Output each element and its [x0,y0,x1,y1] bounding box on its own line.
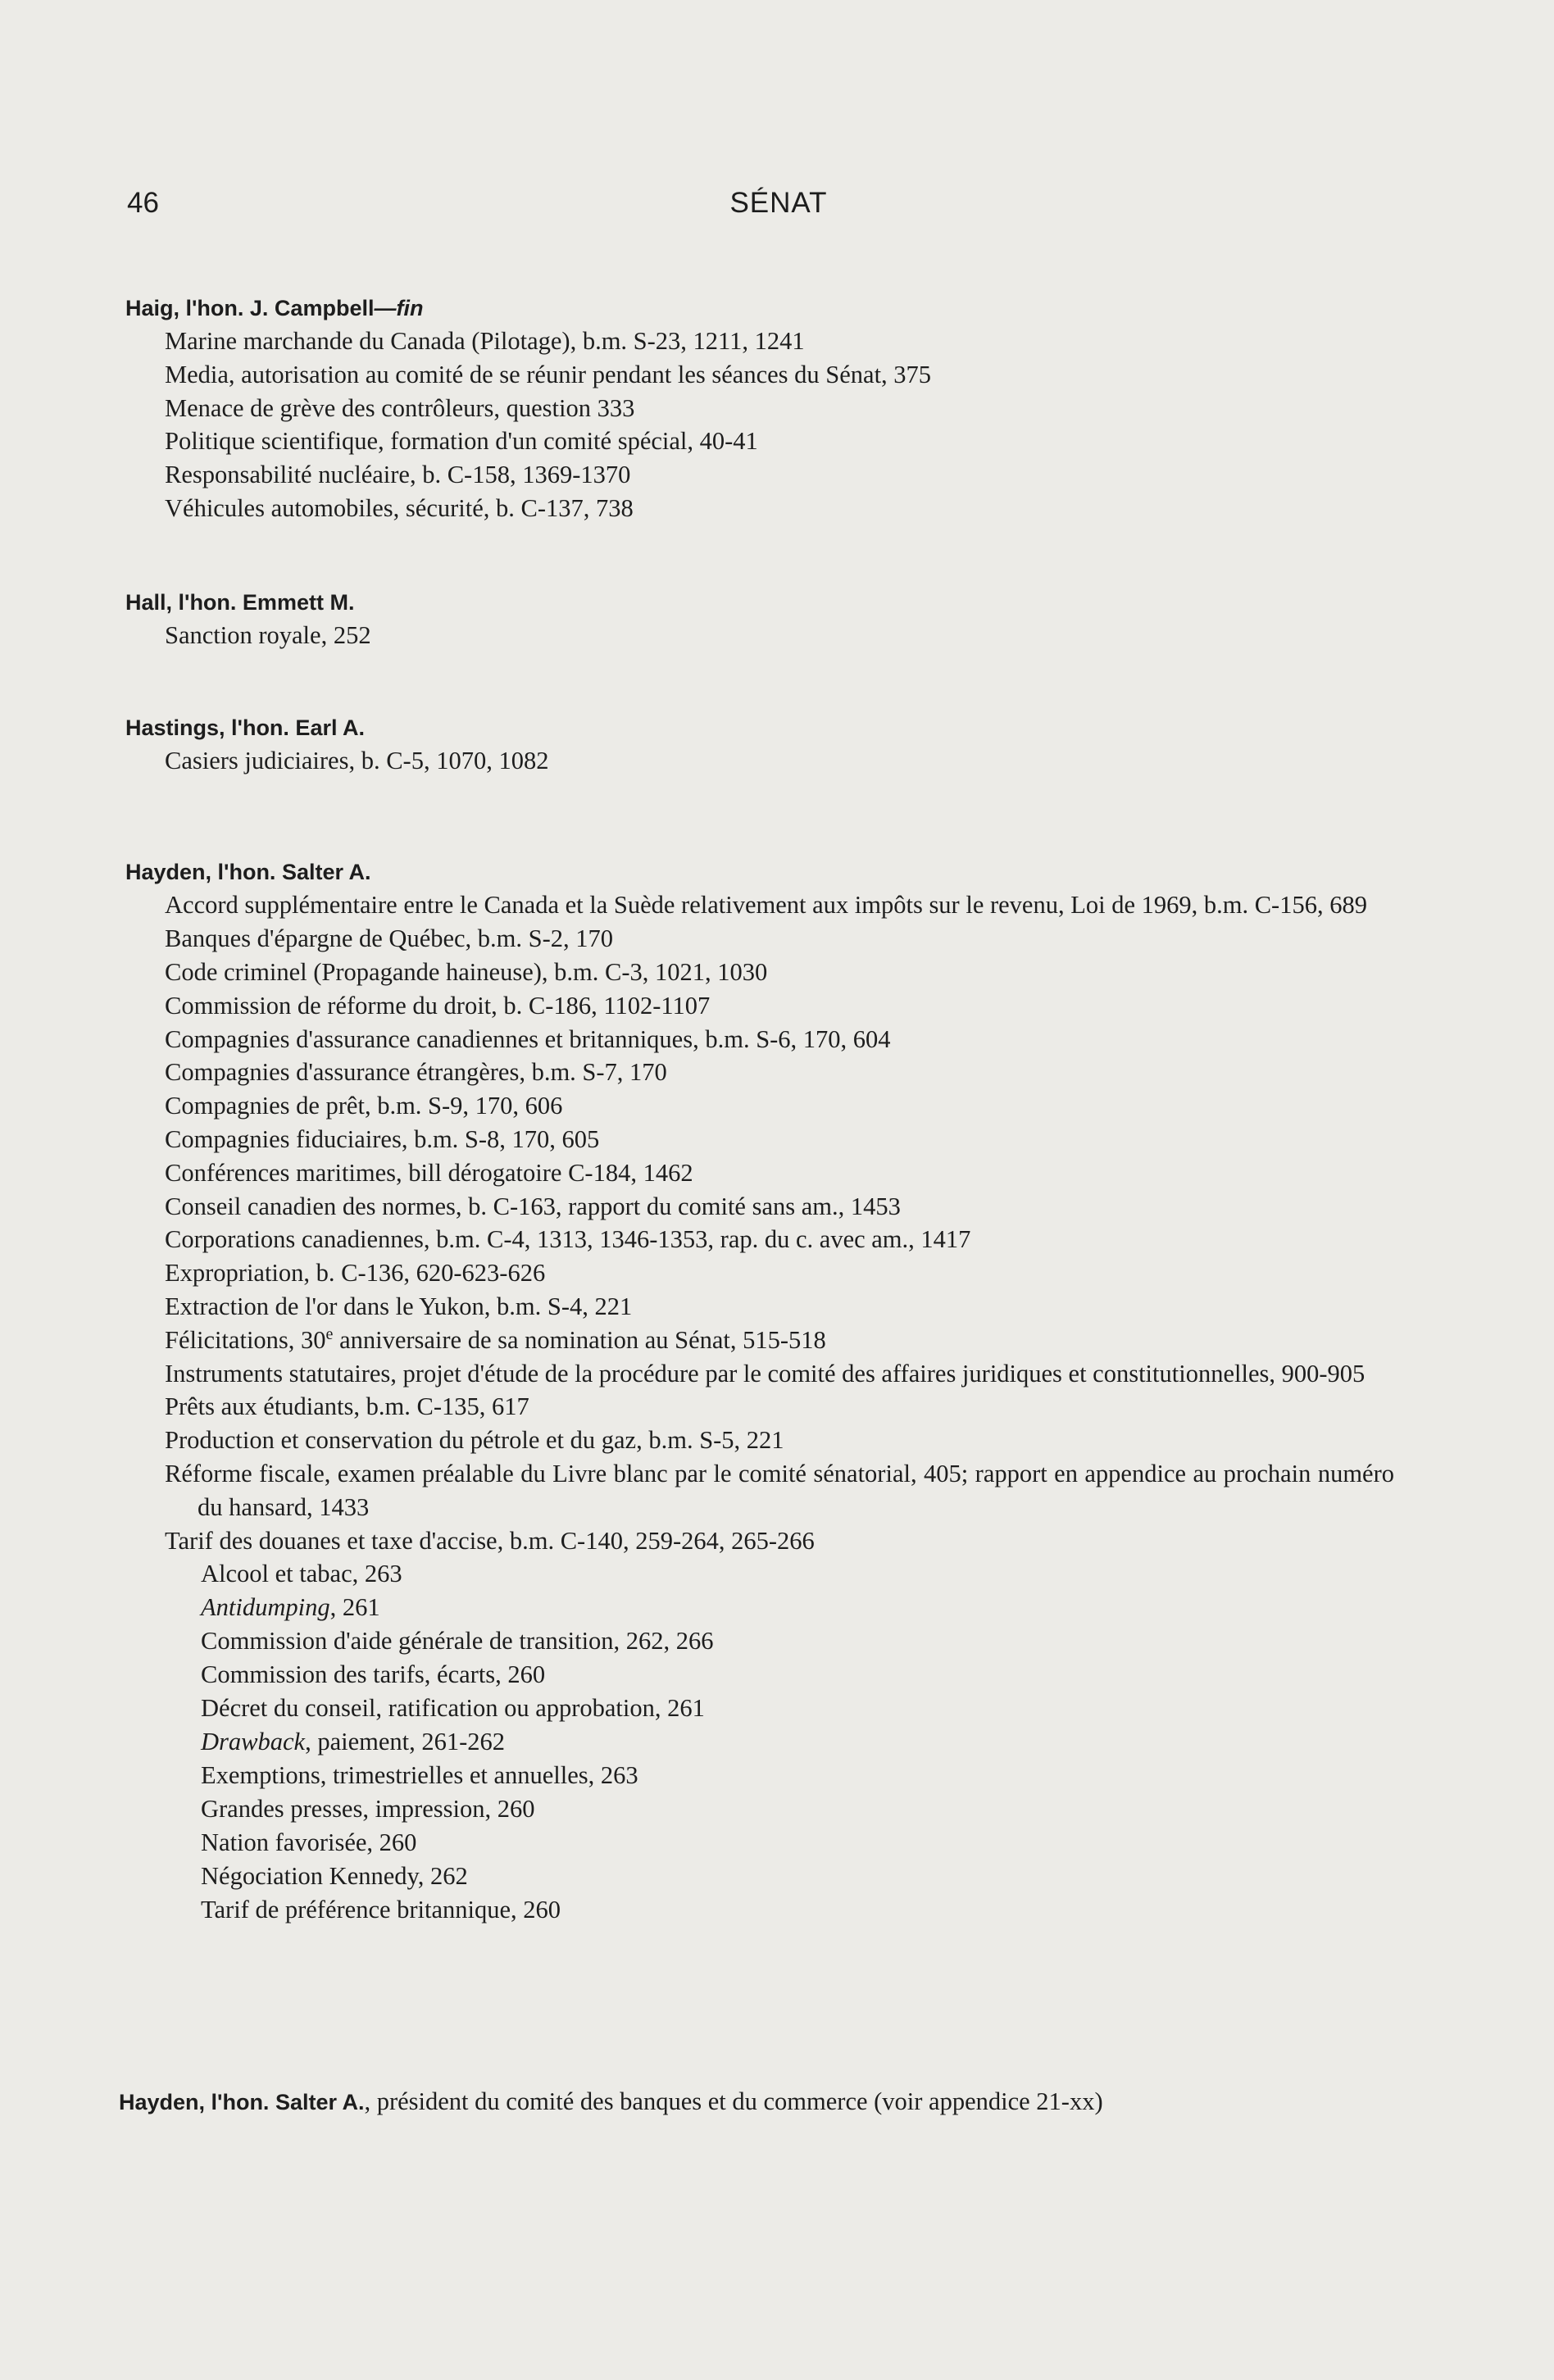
index-subsubentry: Grandes presses, impression, 260 [201,1795,535,1824]
index-subsubentry: Commission des tarifs, écarts, 260 [201,1660,546,1689]
index-subsubentry: Exemptions, trimestrielles et annuelles, 263 [201,1761,638,1790]
index-subentry: Extraction de l'or dans le Yukon, b.m. S-4, 221 [165,1292,633,1320]
index-subentry: Casiers judiciaires, b. C-5, 1070, 1082 [165,746,549,774]
index-content [125,292,1437,1927]
index-subentry: Véhicules automobiles, sécurité, b. C-137, 738 [165,493,634,522]
index-subentry: Sanction royale, 252 [165,620,371,649]
index-subentry: Réforme fiscale, examen préalable du Livre blanc par le comité sénatorial, 405; rapport en appendice au prochain numéro du hansard, 1433 [165,1459,1394,1521]
index-subentry: Media, autorisation au comité de se réunir pendant les séances du Sénat, 375 [165,360,932,388]
index-subsubentry: Tarif de préférence britannique, 260 [201,1896,561,1924]
index-subsubentry: Commission d'aide générale de transition, 262, 266 [201,1627,714,1656]
index-subentry: Compagnies fiduciaires, b.m. S-8, 170, 605 [165,1124,600,1153]
index-subentry: Compagnies de prêt, b.m. S-9, 170, 606 [165,1092,563,1120]
index-subentry: Prêts aux étudiants, b.m. C-135, 617 [165,1392,529,1421]
index-subentry: Instruments statutaires, projet d'étude de la procédure par le comité des affaires juridiques et constitutionnelles, 900-905 [165,1359,1365,1388]
index-subentry: Banques d'épargne de Québec, b.m. S-2, 170 [165,924,614,953]
entry-heading: Hayden, l'hon. Salter A. [119,2090,365,2114]
index-subentry: Responsabilité nucléaire, b. C-158, 1369-1370 [165,461,631,489]
index-subentry: Tarif des douanes et taxe d'accise, b.m. C-140, 259-264, 265-266 [165,1526,815,1555]
continued-marker: —fin [374,296,424,320]
index-subentry: Menace de grève des contrôleurs, question 333 [165,393,635,422]
index-subentry: Code criminel (Propagande haineuse), b.m. C-3, 1021, 1030 [165,957,768,986]
index-subentry: Compagnies d'assurance canadiennes et britanniques, b.m. S-6, 170, 604 [165,1024,891,1053]
index-subentry: Marine marchande du Canada (Pilotage), b.m. S-23, 1211, 1241 [165,327,805,355]
index-subsubentry: Nation favorisée, 260 [201,1828,417,1857]
index-subentry: Expropriation, b. C-136, 620-623-626 [165,1259,546,1288]
index-subentry: Corporations canadiennes, b.m. C-4, 1313, 1346-1353, rap. du c. avec am., 1417 [165,1225,971,1254]
entry-heading: Hastings, l'hon. Earl A. [125,715,365,740]
index-subentry: Conférences maritimes, bill dérogatoire C-184, 1462 [165,1158,693,1187]
index-subentry: Compagnies d'assurance étrangères, b.m. S-7, 170 [165,1058,667,1087]
entry-heading: Haig, l'hon. J. Campbell—fin [125,296,424,320]
index-subsubentry: Décret du conseil, ratification ou approbation, 261 [201,1694,705,1723]
final-entry-text: , président du comité des banques et du commerce (voir appendice 21-xx) [364,2087,1103,2115]
index-subentry: Production et conservation du pétrole et du gaz, b.m. S-5, 221 [165,1426,784,1455]
index-subentry: Félicitations, 30e anniversaire de sa nomination au Sénat, 515-518 [165,1324,826,1354]
page-number: 46 [127,187,159,219]
index-subsubentry: Drawback, paiement, 261-262 [201,1728,506,1756]
page-header [127,187,1430,233]
final-entry [119,2085,1447,2119]
index-subentry: Accord supplémentaire entre le Canada et la Suède relativement aux impôts sur le revenu, Loi de 1969, b.m. C-156, 689 [165,891,1367,920]
index-subentry: Conseil canadien des normes, b. C-163, rapport du comité sans am., 1453 [165,1192,901,1220]
running-title: SÉNAT [729,187,828,219]
entry-heading: Hall, l'hon. Emmett M. [125,589,355,615]
index-subsubentry: Négociation Kennedy, 262 [201,1862,468,1891]
index-subsubentry: Antidumping, 261 [201,1593,380,1622]
index-subsubentry: Alcool et tabac, 263 [201,1560,402,1588]
index-subentry: Commission de réforme du droit, b. C-186, 1102-1107 [165,991,711,1020]
index-subentry: Politique scientifique, formation d'un comité spécial, 40-41 [165,427,758,456]
entry-heading: Hayden, l'hon. Salter A. [125,860,371,885]
